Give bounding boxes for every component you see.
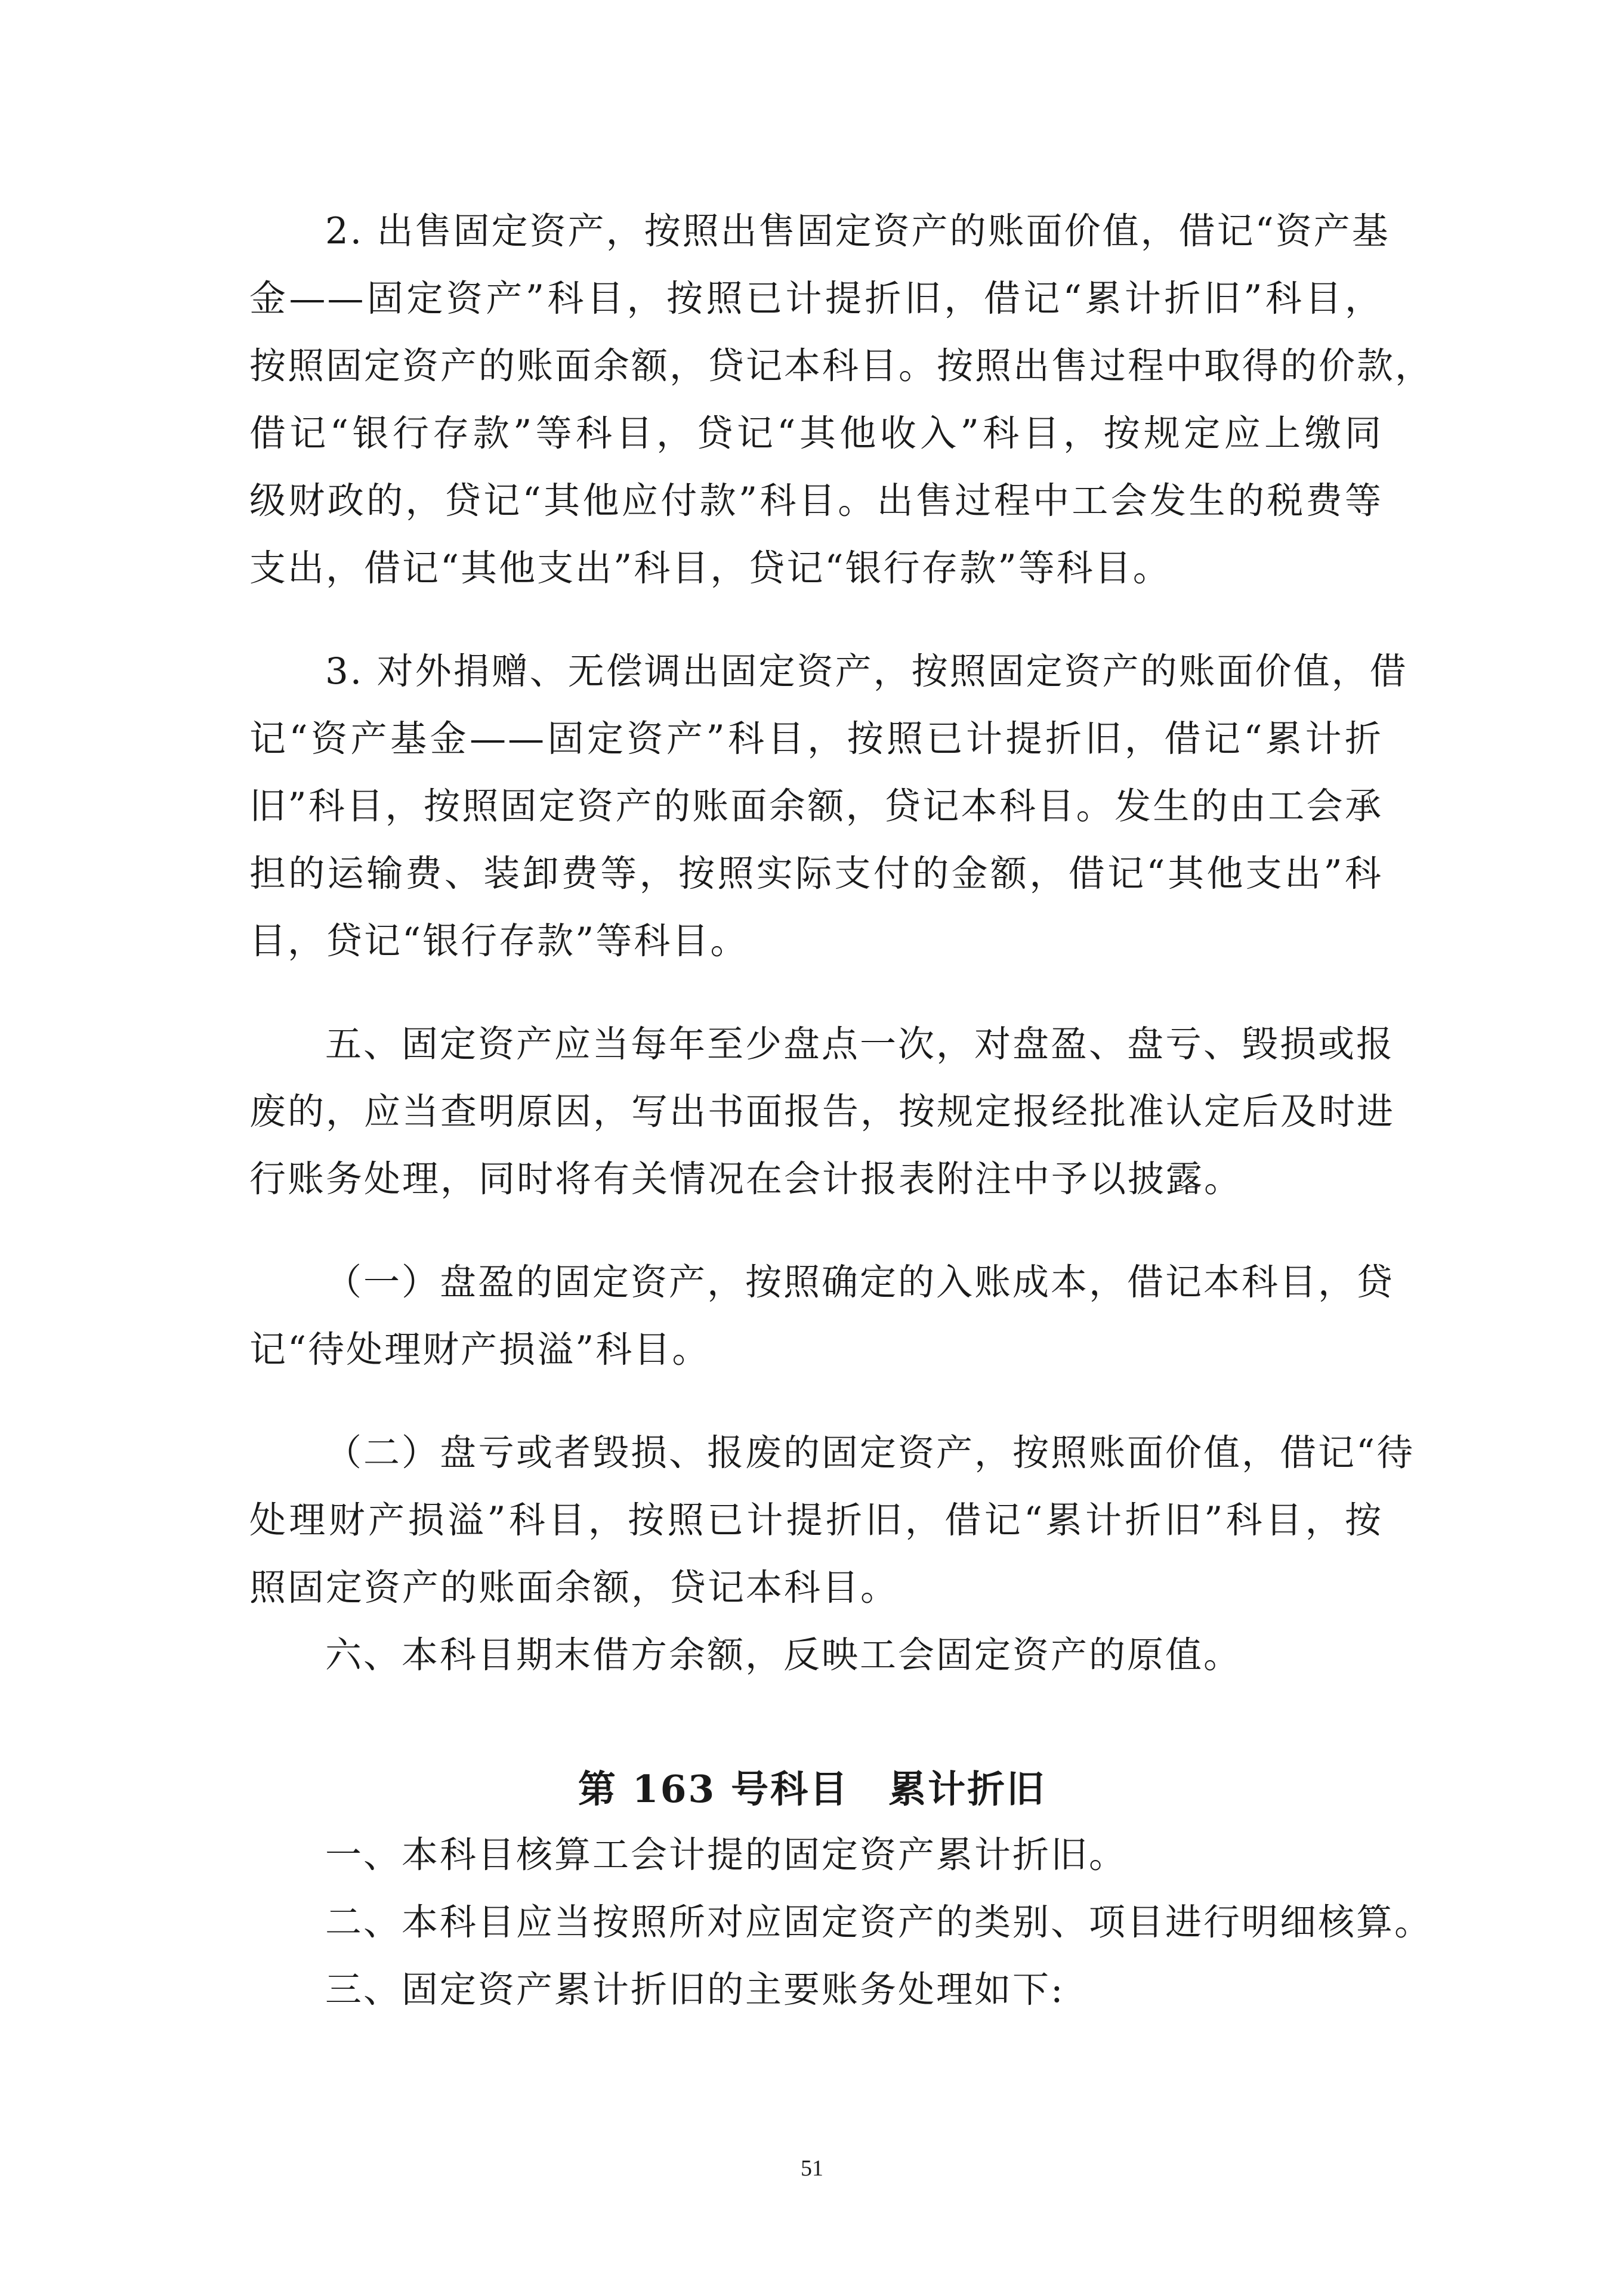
- paragraph-line: 担的运输费、装卸费等，按照实际支付的金额，借记“其他支出”科: [249, 852, 1383, 895]
- paragraph-line: 照固定资产的账面余额，贷记本科目。: [249, 1566, 899, 1609]
- paragraph-line: （二）盘亏或者毁损、报废的固定资产，按照账面价值，借记“待: [325, 1432, 1415, 1474]
- paragraph-line: 支出，借记“其他支出”科目，贷记“银行存款”等科目。: [249, 547, 1171, 589]
- paragraph-line: 一、本科目核算工会计提的固定资产累计折旧。: [325, 1834, 1128, 1876]
- paragraph-line: 借记“银行存款”等科目，贷记“其他收入”科目，按规定应上缴同: [249, 412, 1383, 455]
- paragraph-line: 3. 对外捐赠、无偿调出固定资产，按照固定资产的账面价值，借: [325, 650, 1408, 693]
- paragraph-line: 旧”科目，按照固定资产的账面余额，贷记本科目。发生的由工会承: [249, 785, 1383, 827]
- paragraph-line: 级财政的，贷记“其他应付款”科目。出售过程中工会发生的税费等: [249, 480, 1383, 522]
- paragraph-line: 记“待处理财产损溢”科目。: [249, 1328, 711, 1371]
- paragraph-line: 处理财产损溢”科目，按照已计提折旧，借记“累计折旧”科目，按: [249, 1499, 1383, 1541]
- paragraph-line: 三、固定资产累计折旧的主要账务处理如下:: [325, 1969, 1065, 2011]
- paragraph-line: 金——固定资产”科目，按照已计提折旧，借记“累计折旧”科目，: [249, 277, 1383, 320]
- paragraph-line: 按照固定资产的账面余额，贷记本科目。按照出售过程中取得的价款，: [249, 345, 1434, 387]
- page-number: 51: [801, 2156, 823, 2181]
- paragraph-line: 记“资产基金——固定资产”科目，按照已计提折旧，借记“累计折: [249, 718, 1383, 760]
- paragraph-line: 行账务处理，同时将有关情况在会计报表附注中予以披露。: [249, 1158, 1243, 1200]
- paragraph-line: 五、固定资产应当每年至少盘点一次，对盘盈、盘亏、毁损或报: [325, 1023, 1395, 1065]
- paragraph-line: 目，贷记“银行存款”等科目。: [249, 920, 749, 962]
- paragraph-line: 废的，应当查明原因，写出书面报告，按规定报经批准认定后及时进: [249, 1090, 1395, 1133]
- paragraph-line: （一）盘盈的固定资产，按照确定的入账成本，借记本科目，贷: [325, 1261, 1395, 1303]
- paragraph-line: 2. 出售固定资产，按照出售固定资产的账面价值，借记“资产基: [325, 210, 1390, 252]
- section-heading: 第 163 号科目 累计折旧: [578, 1767, 1046, 1811]
- paragraph-line: 六、本科目期末借方余额，反映工会固定资产的原值。: [325, 1634, 1242, 1676]
- paragraph-line: 二、本科目应当按照所对应固定资产的类别、项目进行明细核算。: [325, 1901, 1433, 1943]
